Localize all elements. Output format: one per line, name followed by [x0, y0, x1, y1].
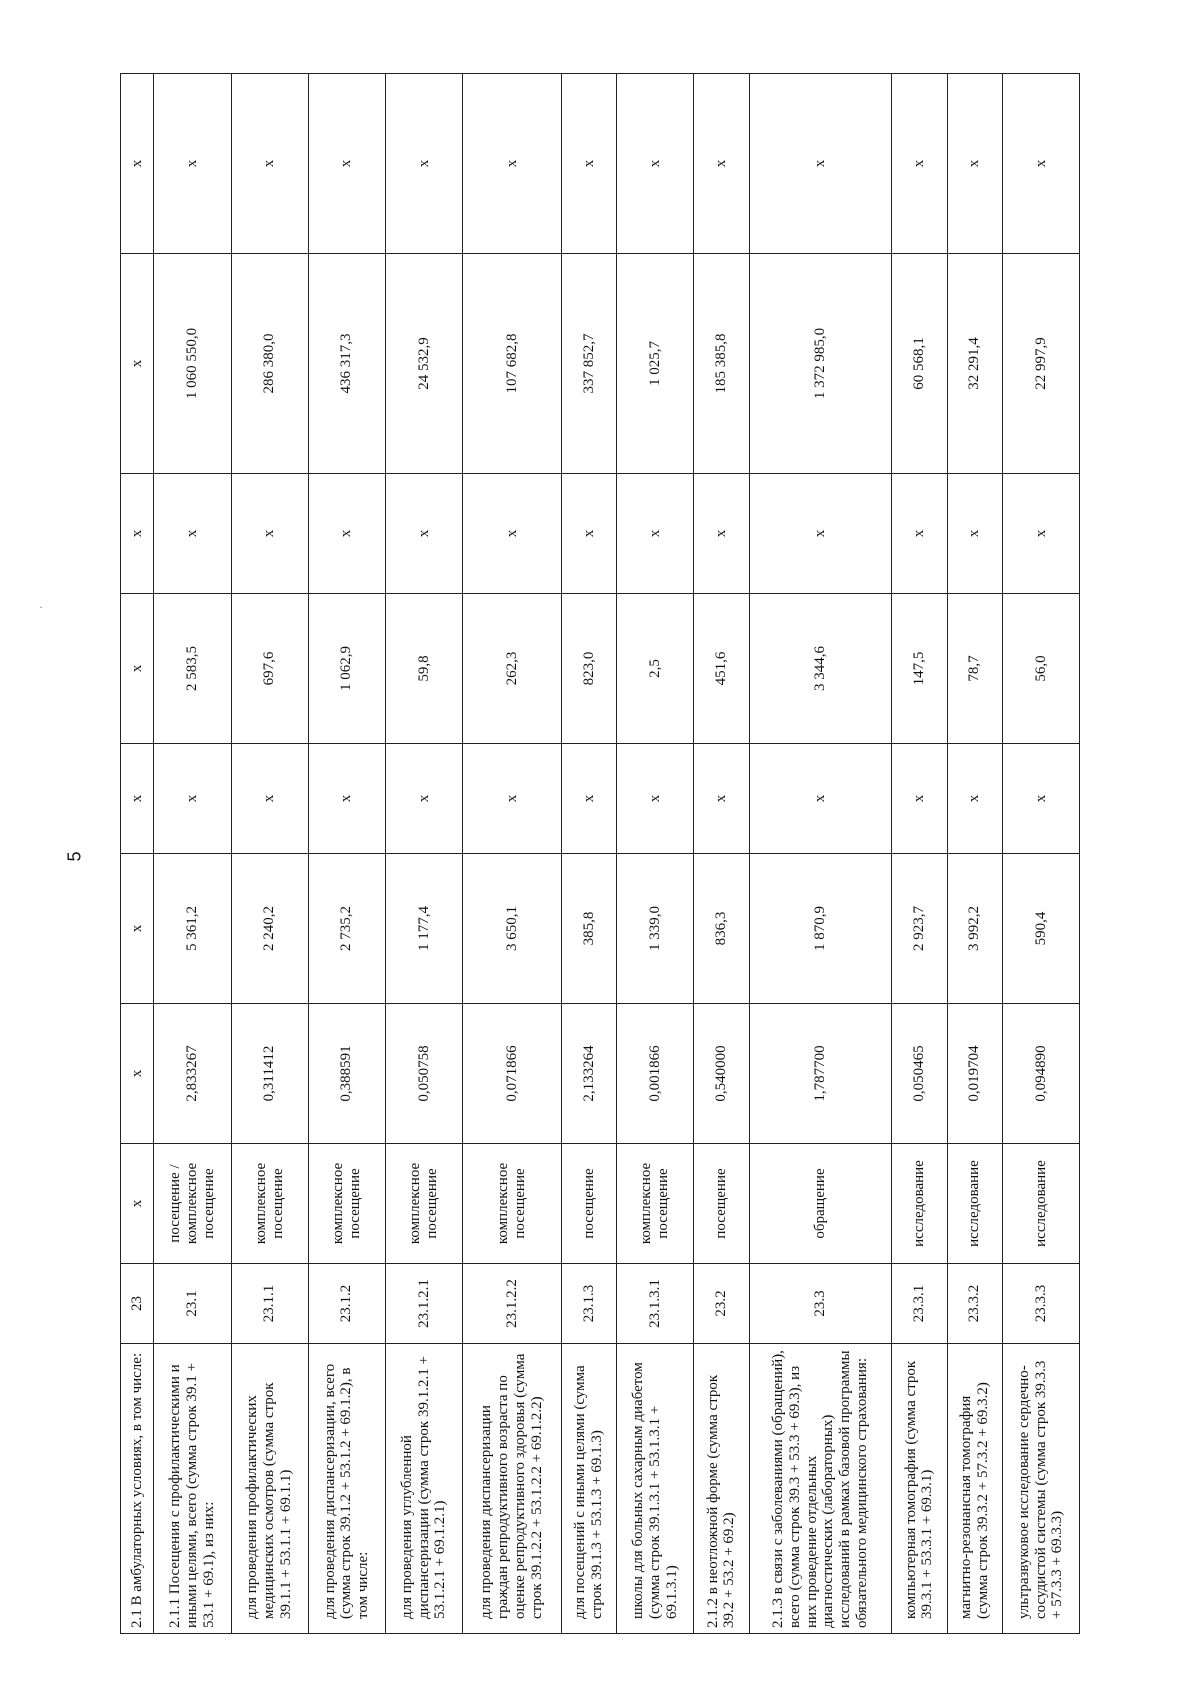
cost-cell: 385,8 — [561, 854, 616, 1004]
volume-cell: 0,540000 — [694, 1004, 749, 1144]
row-number-cell: 23 — [121, 1264, 154, 1344]
unit-cell: комплексное посещение — [462, 1144, 561, 1264]
row-number-cell: 23.3.2 — [947, 1264, 1002, 1344]
volume-cell: 0,071866 — [462, 1004, 561, 1144]
volume-cell: 0,311412 — [231, 1004, 308, 1144]
placeholder-cell: х — [617, 74, 694, 254]
placeholder-cell: х — [308, 474, 385, 594]
volume-cell: 1,787700 — [749, 1004, 892, 1144]
total-thousand-rub-cell: 436 317,3 — [308, 254, 385, 474]
unit-cell: х — [121, 1144, 154, 1264]
table-row — [617, 74, 694, 1634]
row-name-cell: для проведения углубленной диспансеризации (сумма строк 39.1.2.1 + 53.1.2.1 + 69.1.2.1) — [385, 1344, 462, 1634]
cost-cell: 2 240,2 — [231, 854, 308, 1004]
volume-cell: 0,050465 — [892, 1004, 947, 1144]
table-row — [694, 74, 749, 1634]
unit-cell: исследование — [1002, 1144, 1079, 1264]
placeholder-cell: х — [154, 744, 231, 854]
cost-cell: 590,4 — [1002, 854, 1079, 1004]
total-thousand-rub-cell: 1 060 550,0 — [154, 254, 231, 474]
row-number-cell: 23.1 — [154, 1264, 231, 1344]
row-number-cell: 23.1.3 — [561, 1264, 616, 1344]
unit-cell: комплексное посещение — [385, 1144, 462, 1264]
cost-cell: 2 923,7 — [892, 854, 947, 1004]
cost-cell: 836,3 — [694, 854, 749, 1004]
cost-cell: 1 870,9 — [749, 854, 892, 1004]
cost-cell: 3 992,2 — [947, 854, 1002, 1004]
unit-cell: исследование — [892, 1144, 947, 1264]
rub-per-capita-cell: 823,0 — [561, 594, 616, 744]
cost-cell: х — [121, 854, 154, 1004]
placeholder-cell: х — [385, 74, 462, 254]
rub-per-capita-cell: 78,7 — [947, 594, 1002, 744]
table-row — [1002, 74, 1079, 1634]
table-body — [121, 74, 1080, 1634]
placeholder-cell: х — [561, 74, 616, 254]
row-number-cell: 23.3 — [749, 1264, 892, 1344]
rub-per-capita-cell: 451,6 — [694, 594, 749, 744]
total-thousand-rub-cell: 60 568,1 — [892, 254, 947, 474]
volume-cell: 2,133264 — [561, 1004, 616, 1144]
row-name-cell: 2.1 В амбулаторных условиях, в том числе: — [121, 1344, 154, 1634]
unit-cell: комплексное посещение — [231, 1144, 308, 1264]
placeholder-cell: х — [462, 744, 561, 854]
volume-cell: 0,388591 — [308, 1004, 385, 1144]
rub-per-capita-cell: 147,5 — [892, 594, 947, 744]
total-thousand-rub-cell: 185 385,8 — [694, 254, 749, 474]
row-number-cell: 23.1.2.1 — [385, 1264, 462, 1344]
placeholder-cell: х — [308, 74, 385, 254]
unit-cell: посещение / комплексное посещение — [154, 1144, 231, 1264]
row-name-cell: магнитно-резонансная томография (сумма строк 39.3.2 + 57.3.2 + 69.3.2) — [947, 1344, 1002, 1634]
placeholder-cell: х — [231, 744, 308, 854]
unit-cell: посещение — [694, 1144, 749, 1264]
placeholder-cell: х — [1002, 744, 1079, 854]
placeholder-cell: х — [154, 474, 231, 594]
placeholder-cell: х — [617, 474, 694, 594]
rub-per-capita-cell: 56,0 — [1002, 594, 1079, 744]
row-name-cell: для проведения диспансеризации граждан репродуктивного возраста по оценке репродуктивного здоровья (сумма строк 39.1.2.2 + 53.1.2.2 + 69.1.2.2) — [462, 1344, 561, 1634]
table-row — [154, 74, 231, 1634]
rub-per-capita-cell: 262,3 — [462, 594, 561, 744]
placeholder-cell: х — [947, 474, 1002, 594]
row-number-cell: 23.2 — [694, 1264, 749, 1344]
total-thousand-rub-cell: 32 291,4 — [947, 254, 1002, 474]
placeholder-cell: х — [892, 744, 947, 854]
table-row — [462, 74, 561, 1634]
row-number-cell: 23.3.1 — [892, 1264, 947, 1344]
rotated-table-container — [120, 74, 1080, 1634]
rub-per-capita-cell: 2 583,5 — [154, 594, 231, 744]
row-number-cell: 23.1.1 — [231, 1264, 308, 1344]
total-thousand-rub-cell: 22 997,9 — [1002, 254, 1079, 474]
placeholder-cell: х — [121, 74, 154, 254]
volume-cell: 0,019704 — [947, 1004, 1002, 1144]
table-row — [385, 74, 462, 1634]
cost-cell: 3 650,1 — [462, 854, 561, 1004]
rub-per-capita-cell: 697,6 — [231, 594, 308, 744]
placeholder-cell: х — [947, 74, 1002, 254]
placeholder-cell: х — [561, 474, 616, 594]
total-thousand-rub-cell: х — [121, 254, 154, 474]
row-name-cell: 2.1.2 в неотложной форме (сумма строк 39.2 + 53.2 + 69.2) — [694, 1344, 749, 1634]
row-number-cell: 23.1.2 — [308, 1264, 385, 1344]
table-row — [947, 74, 1002, 1634]
placeholder-cell: х — [462, 74, 561, 254]
rub-per-capita-cell: 2,5 — [617, 594, 694, 744]
placeholder-cell: х — [694, 474, 749, 594]
placeholder-cell: х — [694, 744, 749, 854]
row-number-cell: 23.1.2.2 — [462, 1264, 561, 1344]
unit-cell: исследование — [947, 1144, 1002, 1264]
volume-cell: х — [121, 1004, 154, 1144]
placeholder-cell: х — [231, 74, 308, 254]
rub-per-capita-cell: 1 062,9 — [308, 594, 385, 744]
volume-cell: 0,094890 — [1002, 1004, 1079, 1144]
cost-cell: 1 177,4 — [385, 854, 462, 1004]
row-name-cell: ультразвуковое исследование сердечно-сосудистой системы (сумма строк 39.3.3 + 57.3.3 + 69.3.3) — [1002, 1344, 1079, 1634]
row-name-cell: 2.1.3 в связи с заболеваниями (обращений), всего (сумма строк 39.3 + 53.3 + 69.3), из них проведение отдельных диагностических (лабораторных) исследований в рамках базовой программы обязательного медицинского страхования: — [749, 1344, 892, 1634]
volume-cell: 2,833267 — [154, 1004, 231, 1144]
placeholder-cell: х — [561, 744, 616, 854]
page-number: 5 — [64, 851, 85, 862]
table-row — [749, 74, 892, 1634]
placeholder-cell: х — [231, 474, 308, 594]
placeholder-cell: х — [892, 474, 947, 594]
placeholder-cell: х — [749, 474, 892, 594]
placeholder-cell: х — [892, 74, 947, 254]
placeholder-cell: х — [1002, 74, 1079, 254]
total-thousand-rub-cell: 1 025,7 — [617, 254, 694, 474]
rub-per-capita-cell: 3 344,6 — [749, 594, 892, 744]
total-thousand-rub-cell: 337 852,7 — [561, 254, 616, 474]
placeholder-cell: х — [617, 744, 694, 854]
row-name-cell: для проведения диспансеризации, всего (сумма строк 39.1.2 + 53.1.2 + 69.1.2), в том числе: — [308, 1344, 385, 1634]
table-row — [231, 74, 308, 1634]
total-thousand-rub-cell: 24 532,9 — [385, 254, 462, 474]
placeholder-cell: х — [749, 744, 892, 854]
total-thousand-rub-cell: 1 372 985,0 — [749, 254, 892, 474]
scan-speck: · — [39, 600, 43, 614]
placeholder-cell: х — [385, 744, 462, 854]
placeholder-cell: х — [694, 74, 749, 254]
row-name-cell: 2.1.1 Посещения с профилактическими и иными целями, всего (сумма строк 39.1 + 53.1 + 69.1), из них: — [154, 1344, 231, 1634]
unit-cell: обращение — [749, 1144, 892, 1264]
table-row — [892, 74, 947, 1634]
placeholder-cell: х — [947, 744, 1002, 854]
placeholder-cell: х — [121, 744, 154, 854]
row-name-cell: компьютерная томография (сумма строк 39.3.1 + 53.3.1 + 69.3.1) — [892, 1344, 947, 1634]
volume-cell: 0,001866 — [617, 1004, 694, 1144]
placeholder-cell: х — [121, 474, 154, 594]
cost-cell: 2 735,2 — [308, 854, 385, 1004]
row-name-cell: школы для больных сахарным диабетом (сумма строк 39.1.3.1 + 53.1.3.1 + 69.1.3.1) — [617, 1344, 694, 1634]
row-name-cell: для посещений с иными целями (сумма строк 39.1.3 + 53.1.3 + 69.1.3) — [561, 1344, 616, 1634]
rub-per-capita-cell: х — [121, 594, 154, 744]
total-thousand-rub-cell: 286 380,0 — [231, 254, 308, 474]
table-row — [121, 74, 154, 1634]
volume-cell: 0,050758 — [385, 1004, 462, 1144]
unit-cell: посещение — [561, 1144, 616, 1264]
row-number-cell: 23.3.3 — [1002, 1264, 1079, 1344]
unit-cell: комплексное посещение — [617, 1144, 694, 1264]
row-name-cell: для проведения профилактических медицинских осмотров (сумма строк 39.1.1 + 53.1.1 + 69.1.1) — [231, 1344, 308, 1634]
cost-cell: 5 361,2 — [154, 854, 231, 1004]
placeholder-cell: х — [308, 744, 385, 854]
tariff-table — [120, 73, 1080, 1634]
table-row — [308, 74, 385, 1634]
row-number-cell: 23.1.3.1 — [617, 1264, 694, 1344]
rub-per-capita-cell: 59,8 — [385, 594, 462, 744]
cost-cell: 1 339,0 — [617, 854, 694, 1004]
total-thousand-rub-cell: 107 682,8 — [462, 254, 561, 474]
table-row — [561, 74, 616, 1634]
placeholder-cell: х — [154, 74, 231, 254]
placeholder-cell: х — [1002, 474, 1079, 594]
placeholder-cell: х — [385, 474, 462, 594]
placeholder-cell: х — [749, 74, 892, 254]
unit-cell: комплексное посещение — [308, 1144, 385, 1264]
placeholder-cell: х — [462, 474, 561, 594]
